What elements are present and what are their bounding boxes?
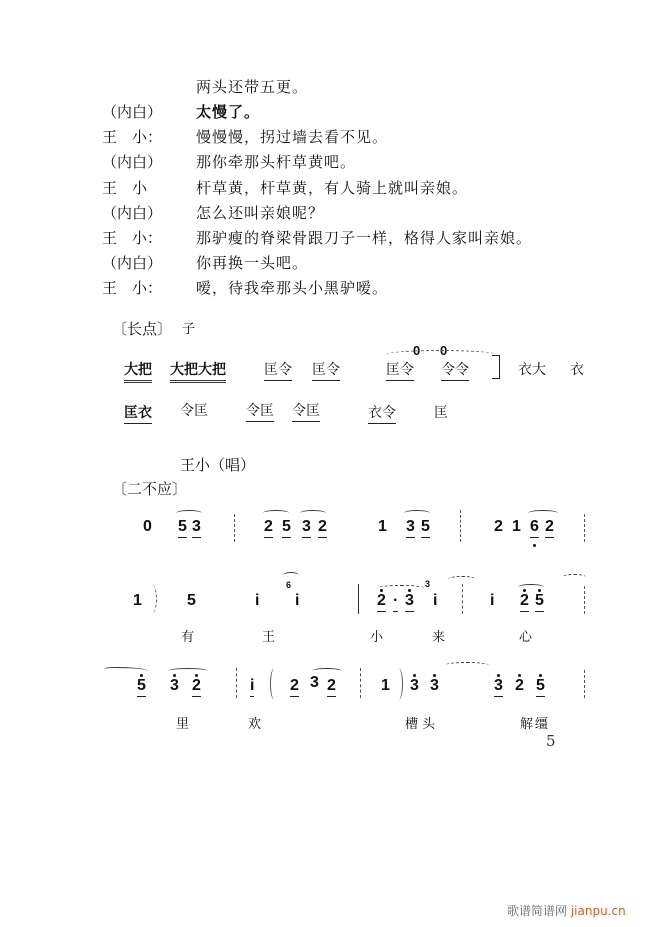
bar-line xyxy=(236,668,237,698)
speaker-1: （内白） xyxy=(102,103,163,121)
high-octave-dot xyxy=(497,674,500,677)
speaker-4: 王 小 xyxy=(102,179,148,197)
perc-r2-4: 衣令 xyxy=(368,402,396,424)
speaker-7: （内白） xyxy=(102,254,163,272)
bar-line xyxy=(358,584,359,614)
watermark-site: jianpu.cn xyxy=(570,904,626,918)
dialogue-line-2: 慢慢慢，拐过墙去看不见。 xyxy=(196,128,389,146)
high-octave-dot xyxy=(140,674,143,677)
perc-r2-2: 令匡 xyxy=(246,400,274,422)
slur xyxy=(528,510,558,516)
note: 3 xyxy=(494,677,503,697)
slur xyxy=(445,662,489,668)
perc-r1-4: 匡令 xyxy=(386,359,414,381)
note: 2 xyxy=(318,518,327,538)
note-dot: · xyxy=(393,592,398,612)
perc-rest-0: 0 xyxy=(413,343,421,358)
note: 3 xyxy=(302,518,311,538)
note: 1 xyxy=(512,518,521,535)
high-octave-dot xyxy=(539,674,542,677)
note: i xyxy=(490,592,495,609)
tune-label: 〔二不应〕 xyxy=(112,480,188,498)
phrase-bracket xyxy=(148,585,157,613)
perc-r1-5: 令令 xyxy=(441,359,469,381)
lyric: 心 xyxy=(519,630,533,645)
lyric: 有 xyxy=(181,630,195,645)
high-octave-dot xyxy=(523,589,526,592)
lyric: 小 xyxy=(370,630,384,645)
slur xyxy=(448,576,476,582)
high-octave-dot xyxy=(433,674,436,677)
high-octave-dot xyxy=(408,589,411,592)
note: i xyxy=(295,592,300,609)
singer-label: 王小（唱） xyxy=(180,456,256,474)
high-octave-dot xyxy=(538,589,541,592)
speaker-2: 王 小： xyxy=(102,128,163,146)
watermark-cn: 歌谱简谱网 xyxy=(507,904,568,918)
speaker-6: 王 小： xyxy=(102,229,163,247)
phrase-bracket xyxy=(394,668,403,700)
note: 0 xyxy=(143,518,152,535)
bar-line xyxy=(360,668,361,698)
perc-r1-7: 衣 xyxy=(570,362,584,378)
note: 2 xyxy=(192,677,201,697)
note: 2 xyxy=(515,677,524,694)
note: 2 xyxy=(520,592,529,612)
note: 5 xyxy=(536,677,545,697)
perc-r1-3: 匡令 xyxy=(312,359,340,381)
note: 6 xyxy=(530,518,539,538)
note: 5 xyxy=(137,677,146,697)
lyric: 王 xyxy=(262,630,276,645)
speaker-3: （内白） xyxy=(102,153,163,171)
dialogue-line-6: 那驴瘦的脊梁骨跟刀子一样，格得人家叫亲娘。 xyxy=(196,229,533,247)
high-octave-dot xyxy=(413,674,416,677)
slur xyxy=(404,510,430,516)
grace-note: 3 xyxy=(425,579,431,589)
perc-r2-0: 匡衣 xyxy=(124,402,152,424)
perc-r2-3: 令匡 xyxy=(292,400,320,422)
bar-line xyxy=(234,514,235,542)
perc-r1-1: 大把大把 xyxy=(170,359,226,383)
dialogue-line-8: 嗳，待我牵那头小黑驴嗳。 xyxy=(196,279,389,297)
note: 3 xyxy=(410,677,419,694)
dialogue-line-0: 两头还带五更。 xyxy=(196,78,309,96)
lyric: 来 xyxy=(432,630,446,645)
dialogue-line-7: 你再换一头吧。 xyxy=(196,254,309,272)
high-octave-dot xyxy=(518,674,521,677)
perc-r1-0: 大把 xyxy=(124,359,152,383)
lyric: 欢 xyxy=(248,717,262,732)
note: 5 xyxy=(282,518,291,538)
note: 5 xyxy=(178,518,187,538)
note: 2 xyxy=(494,518,503,535)
high-octave-dot xyxy=(195,674,198,677)
slur xyxy=(263,510,289,516)
dialogue-line-5: 怎么还叫亲娘呢？ xyxy=(196,204,325,222)
note: 3 xyxy=(430,677,439,694)
note: 3 xyxy=(170,677,179,694)
note: 5 xyxy=(187,592,196,609)
slur xyxy=(176,510,202,516)
perc-r1-2: 匡令 xyxy=(264,359,292,381)
page-number: 5 xyxy=(546,732,556,750)
slur xyxy=(377,585,425,591)
phrase-bracket xyxy=(270,668,279,700)
slur xyxy=(283,572,299,578)
bar-line xyxy=(462,584,463,614)
perc-rest-1: 0 xyxy=(440,343,448,358)
dialogue-line-3: 那你牵那头杆草黄吧。 xyxy=(196,153,357,171)
low-octave-dot xyxy=(533,544,536,547)
bar-line xyxy=(584,514,585,542)
watermark xyxy=(507,902,626,919)
bar-line xyxy=(584,670,585,698)
speaker-8: 王 小： xyxy=(102,279,163,297)
note: 2 xyxy=(377,592,386,612)
slur xyxy=(300,510,326,516)
note: i xyxy=(433,592,438,609)
perc-r2-1: 令匡 xyxy=(180,403,208,419)
lyric: 里 xyxy=(176,717,190,732)
dialogue-line-4: 杆草黄，杆草黄，有人骑上就叫亲娘。 xyxy=(196,179,469,197)
tie xyxy=(104,667,148,673)
note: 3 xyxy=(310,674,319,691)
grace-note: 6 xyxy=(286,580,292,590)
note: 1 xyxy=(381,677,390,694)
note: 3 xyxy=(405,592,414,612)
note: 5 xyxy=(421,518,430,538)
note: 3 xyxy=(192,518,201,538)
speaker-5: （内白） xyxy=(102,204,163,222)
dialogue-line-1: 太慢了。 xyxy=(196,103,261,121)
note: i xyxy=(250,677,254,697)
note: 2 xyxy=(264,518,273,538)
note: 3 xyxy=(406,518,415,538)
note: i xyxy=(255,592,260,609)
percussion-mark: 子 xyxy=(182,322,196,337)
slur xyxy=(562,574,586,580)
high-octave-dot xyxy=(173,674,176,677)
perc-r1-6: 衣大 xyxy=(518,362,546,378)
bar-line xyxy=(460,510,461,542)
lyric: 槽头 xyxy=(405,717,440,732)
high-octave-dot xyxy=(380,589,383,592)
note: 1 xyxy=(133,592,142,609)
lyric: 解缰 xyxy=(520,717,551,732)
perc-bracket xyxy=(492,355,500,379)
note: 2 xyxy=(290,677,299,697)
perc-slur xyxy=(386,350,496,359)
note: 1 xyxy=(378,518,387,535)
percussion-label: 〔长点〕 xyxy=(112,320,173,338)
note: 5 xyxy=(535,592,544,612)
note: 2 xyxy=(545,518,554,538)
perc-r2-5: 匡 xyxy=(434,405,448,421)
bar-line xyxy=(584,586,585,614)
note: 2 xyxy=(327,677,336,697)
